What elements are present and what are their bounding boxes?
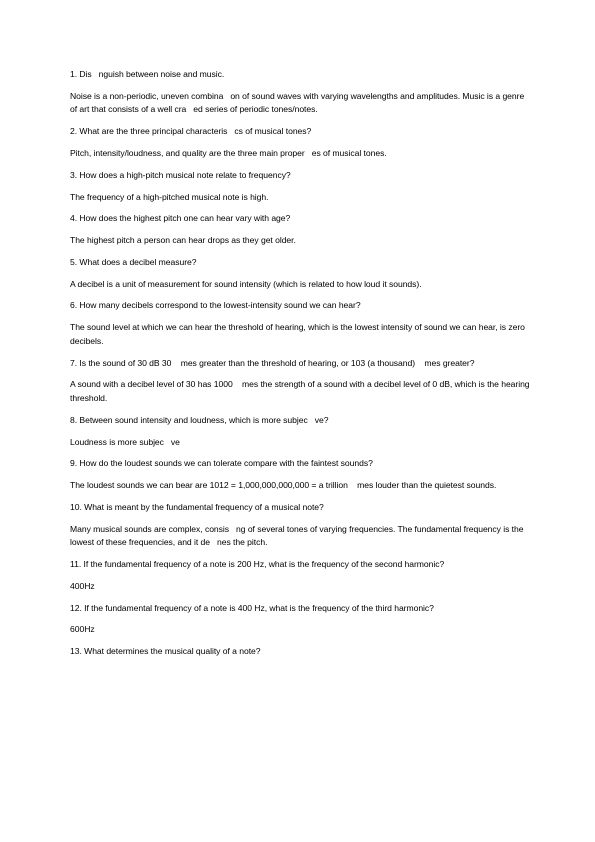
question-5: 5. What does a decibel measure? (70, 256, 197, 267)
answer-11: 400Hz (70, 580, 95, 591)
answer-8: Loudness is more subjec ve (70, 436, 180, 447)
question-7: 7. Is the sound of 30 dB 30 mes greater than the threshold of hearing, or 103 (a thousand) mes greater? (70, 357, 475, 368)
question-4: 4. How does the highest pitch one can hear vary with age? (70, 213, 291, 224)
answer-6: The sound level at which we can hear the threshold of hearing, which is the lowest intensity of sound we can hear, is zero decibels. (70, 322, 528, 346)
answer-3: The frequency of a high-pitched musical note is high. (70, 191, 269, 202)
question-9: 9. How do the loudest sounds we can tolerate compare with the faintest sounds? (70, 458, 373, 469)
answer-10: Many musical sounds are complex, consis ng of several tones of varying frequencies. The fundamental frequency is the lowest of these frequencies, and it de nes the pitch. (70, 523, 526, 548)
answer-1: Noise is a non-periodic, uneven combina on of sound waves with varying wavelengths and amplitudes. Music is a genre of art that consists of a well cra ed series of periodic tones/notes. (70, 90, 527, 115)
answer-7: A sound with a decibel level of 30 has 1000 mes the strength of a sound with a decibel level of 0 dB, which is the hearing threshold. (70, 379, 532, 403)
question-11: 11. If the fundamental frequency of a note is 200 Hz, what is the frequency of the second harmonic? (70, 559, 445, 569)
answer-2: Pitch, intensity/loudness, and quality are the three main proper es of musical tones. (70, 147, 387, 158)
answer-4: The highest pitch a person can hear drops as they get older. (70, 235, 296, 246)
answer-5: A decibel is a unit of measurement for sound intensity (which is related to how loud it sounds). (70, 278, 422, 289)
question-2: 2. What are the three principal characteris cs of musical tones? (70, 126, 312, 137)
answer-12: 600Hz (70, 624, 95, 635)
question-8: 8. Between sound intensity and loudness, which is more subjec ve? (70, 414, 329, 425)
question-3: 3. How does a high-pitch musical note relate to frequency? (70, 169, 291, 180)
question-6: 6. How many decibels correspond to the lowest-intensity sound we can hear? (70, 300, 361, 311)
question-12: 12. If the fundamental frequency of a note is 400 Hz, what is the frequency of the third harmonic? (70, 602, 434, 613)
question-13: 13. What determines the musical quality of a note? (70, 646, 261, 657)
question-10: 10. What is meant by the fundamental frequency of a musical note? (70, 501, 324, 512)
answer-9: The loudest sounds we can bear are 1012 = 1,000,000,000,000 = a trillion mes louder than the quietest sounds. (70, 480, 497, 491)
question-1: 1. Dis nguish between noise and music. (70, 69, 225, 79)
document-body (70, 68, 530, 667)
